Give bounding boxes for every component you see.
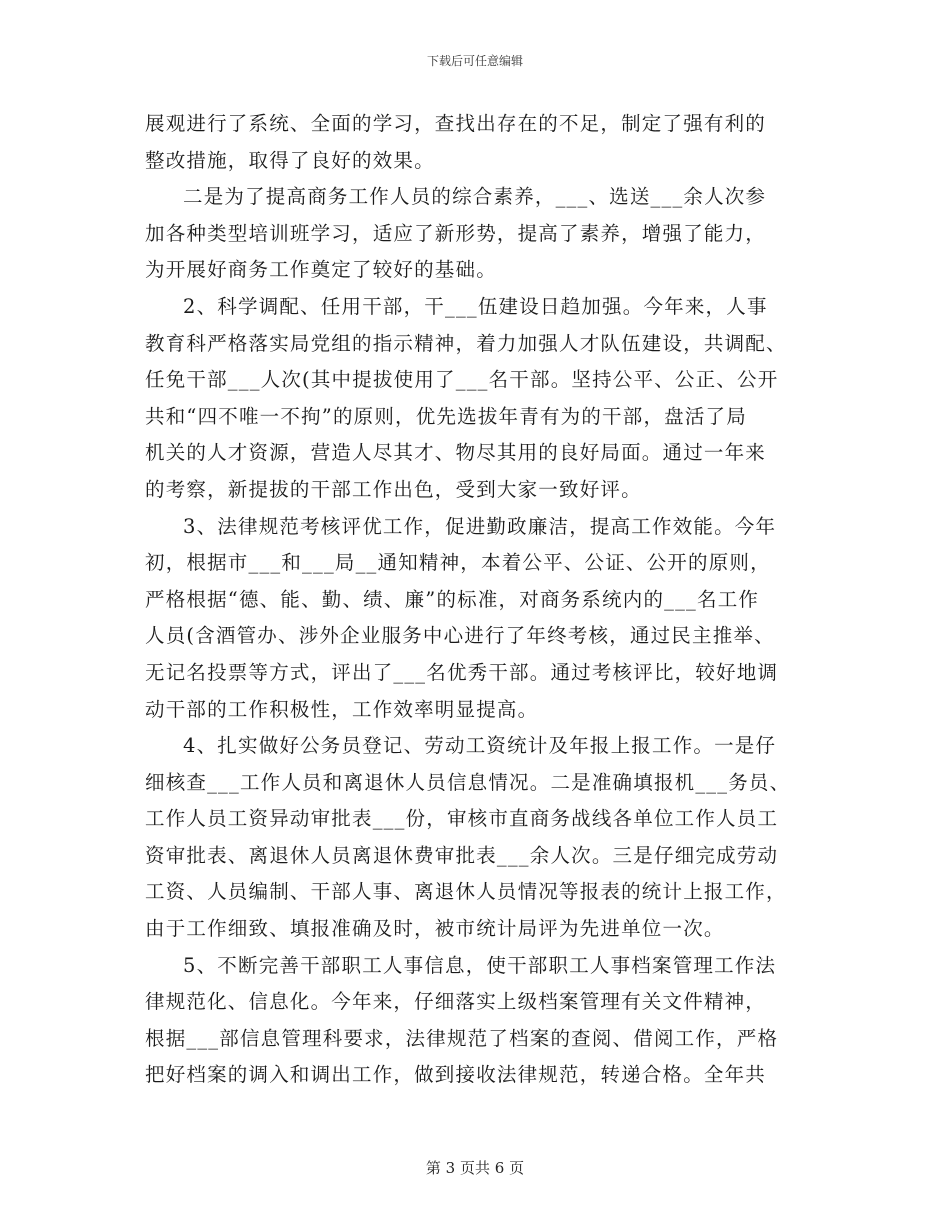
text-line: 为开展好商务工作奠定了较好的基础。 [145,258,497,282]
text-line: 动干部的工作积极性，工作效率明显提高。 [145,697,539,721]
text-line: 4、扎实做好公务员登记、劳动工资统计及年报上报工作。一是仔 [183,734,777,758]
text-line: 工作人员工资异动审批表___份，审核市直商务战线各单位工作人员工 [145,807,779,831]
document-body [145,106,805,1094]
text-line: 整改措施，取得了良好的效果。 [145,148,435,172]
page-header: 下载后可任意编辑 [426,54,523,68]
text-line: 教育科严格落实局党组的指示精神，着力加强人才队伍建设，共调配、 [145,331,787,355]
text-line: 资审批表、离退休人员离退休费审批表___余人次。三是仔细完成劳动 [145,843,779,867]
text-line: 3、法律规范考核评优工作，促进勤政廉洁，提高工作效能。今年 [183,514,777,538]
text-line: 把好档案的调入和调出工作，做到接收法律规范，转递合格。全年共 [145,1063,767,1087]
text-line: 细核查___工作人员和离退休人员信息情况。二是准确填报机___务员、 [145,770,791,794]
text-line: 初，根据市___和___局__通知精神，本着公平、公证、公开的原则， [145,551,771,575]
text-line: 严格根据“德、能、勤、绩、廉”的标准，对商务系统内的___名工作 [145,587,760,611]
text-line: 工资、人员编制、干部人事、离退休人员情况等报表的统计上报工作， [145,880,787,904]
text-line: 任免干部___人次(其中提拔使用了___名干部。坚持公平、公正、公开 [145,368,779,392]
text-line: 共和“四不唯一不拘”的原则，优先选拔年青有为的干部，盘活了局 [145,404,747,428]
text-line: 人员(含酒管办、涉外企业服务中心进行了年终考核，通过民主推举、 [145,624,775,648]
text-line: 无记名投票等方式，评出了___名优秀干部。通过考核评比，较好地调 [145,660,779,684]
text-line: 根据___部信息管理科要求，法律规范了档案的查阅、借阅工作，严格 [145,1026,779,1050]
text-line: 的考察，新提拔的干部工作出色，受到大家一致好评。 [145,477,642,501]
text-line: 机关的人才资源，营造人尽其才、物尽其用的良好局面。通过一年来 [145,441,767,465]
text-line: 二是为了提高商务工作人员的综合素养，___、选送___余人次参 [183,185,767,209]
text-line: 由于工作细致、填报准确及时，被市统计局评为先进单位一次。 [145,917,725,941]
text-line: 5、不断完善干部职工人事信息，使干部职工人事档案管理工作法 [183,953,777,977]
text-line: 加各种类型培训班学习，适应了新形势，提高了素养，增强了能力， [145,221,767,245]
text-line: 2、科学调配、任用干部，干___伍建设日趋加强。今年来，人事 [183,294,768,318]
text-line: 展观进行了系统、全面的学习，查找出存在的不足，制定了强有利的 [145,112,767,135]
text-line: 律规范化、信息化。今年来，仔细落实上级档案管理有关文件精神， [145,990,767,1014]
page-footer: 第 3 页共 6 页 [425,1159,525,1177]
